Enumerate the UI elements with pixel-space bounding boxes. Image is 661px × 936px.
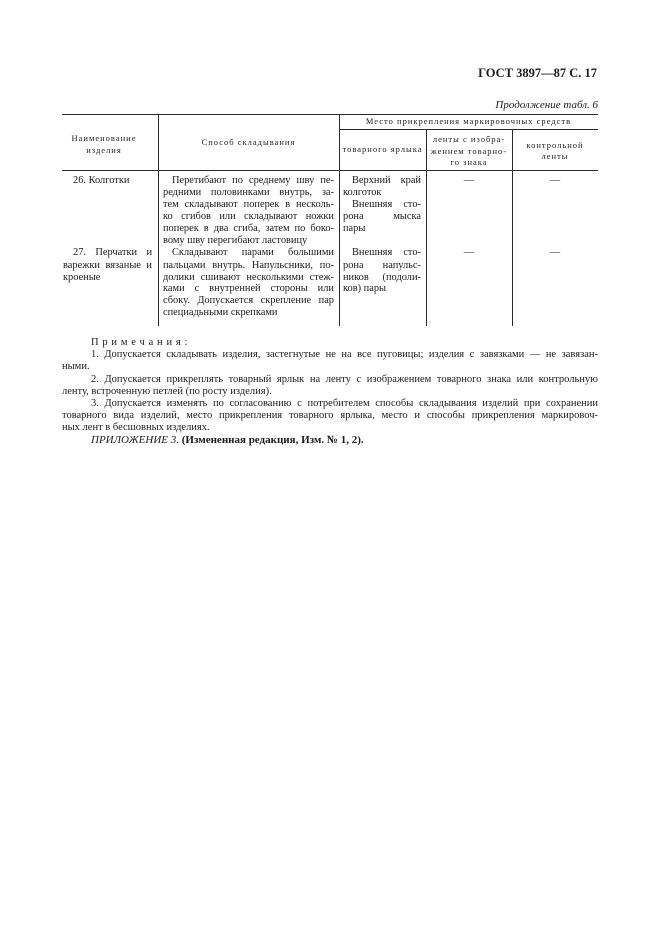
appendix-label: ПРИЛОЖЕНИЕ 3. [91, 434, 179, 446]
header-trademark-tape-line: женнем товарно- [430, 146, 508, 156]
method-line: Складывают парами большими [172, 247, 334, 258]
table-continuation-caption: Продолжение табл. 6 [495, 99, 598, 111]
method-line: ко сгибов или складывают ножки [163, 211, 334, 222]
product-label-line: Верхний край [352, 175, 421, 186]
item-name-line: варежки вязаные и [63, 260, 152, 271]
method-line: долики сшивают несколькими стеж- [163, 272, 334, 283]
note-line: 1. Допускается складывать изделия, застегнутые не на все пуговицы; изделия с завязками — не завязан- [91, 349, 598, 360]
note-line: товарного вида изделий, место прикрепления товарного ярлыка, место и способы прикрепления маркировоч- [62, 410, 598, 421]
method-line: редними половинками внутрь, за- [163, 187, 334, 198]
control-tape-cell: — [549, 175, 561, 186]
header-bottom-rule [62, 170, 598, 171]
item-name-line: кроеные [63, 272, 101, 283]
product-label-line: рона мыска [343, 211, 421, 222]
header-name-line: Наименование [71, 133, 137, 143]
product-label-line: рона напульс- [343, 260, 421, 271]
appendix-revision-line [91, 434, 364, 447]
method-line: тем складывают поперек в несколь- [163, 199, 334, 210]
group-header-rule [339, 129, 598, 130]
document-reference: ГОСТ 3897—87 С. 17 [478, 66, 597, 80]
table-top-rule [62, 114, 598, 115]
item-name-line: 26. Колготки [73, 175, 130, 186]
header-attachment-group: Место прикрепления маркировочных средств [365, 116, 572, 126]
note-line: ными. [62, 361, 90, 372]
method-line: пальцами внутрь. Напульсники, по- [163, 260, 334, 271]
note-line: ленту, встроченную петлей (по росту изделия). [62, 386, 272, 397]
header-control-tape-line: ленты [541, 151, 569, 161]
header-product-label: товарного ярлыка [342, 144, 423, 154]
trademark-tape-cell: — [463, 175, 475, 186]
product-label-line: ков) пары [343, 283, 387, 294]
method-line: сбоку. Допускается скрепление пар [163, 295, 334, 306]
product-label-line: пары [343, 223, 366, 234]
note-line: 2. Допускается прикреплять товарный ярлык на ленту с изображением товарного знака или контрольную [91, 374, 598, 385]
product-label-line: ников (подоли- [343, 272, 421, 283]
header-name-line: изделия [86, 145, 122, 155]
revision-note: (Измененная редакция, Изм. № 1, 2). [181, 434, 364, 446]
product-label-line: Внешняя сто- [352, 247, 421, 258]
method-line: Перетибают по среднему шву пе- [172, 175, 334, 186]
header-trademark-tape-line: ленты с изобра- [432, 134, 506, 144]
note-line: 3. Допускается изменять по согласованию с потребителем способы складывания изделий при сохранении [91, 398, 598, 409]
method-line: ками с внутренней стороны или [163, 283, 334, 294]
item-name-line: 27. Перчатки и [73, 247, 152, 258]
notes-title: Примечания: [91, 337, 192, 348]
product-label-line: Внешняя сто- [352, 199, 421, 210]
trademark-tape-cell: — [463, 247, 475, 258]
method-line: поперек в два сгиба, затем по боко- [163, 223, 334, 234]
product-label-line: колготок [343, 187, 382, 198]
header-method: Способ складывания [201, 137, 296, 147]
header-control-tape-line: контрольной [526, 140, 584, 150]
method-line: специадьными скрепками [163, 307, 278, 318]
note-line: ных лент в бесшовных изделиях. [62, 422, 210, 433]
method-line: вому шву перегибают ластовицу [163, 235, 308, 246]
header-trademark-tape-line: го знака [450, 157, 488, 167]
control-tape-cell: — [549, 247, 561, 258]
